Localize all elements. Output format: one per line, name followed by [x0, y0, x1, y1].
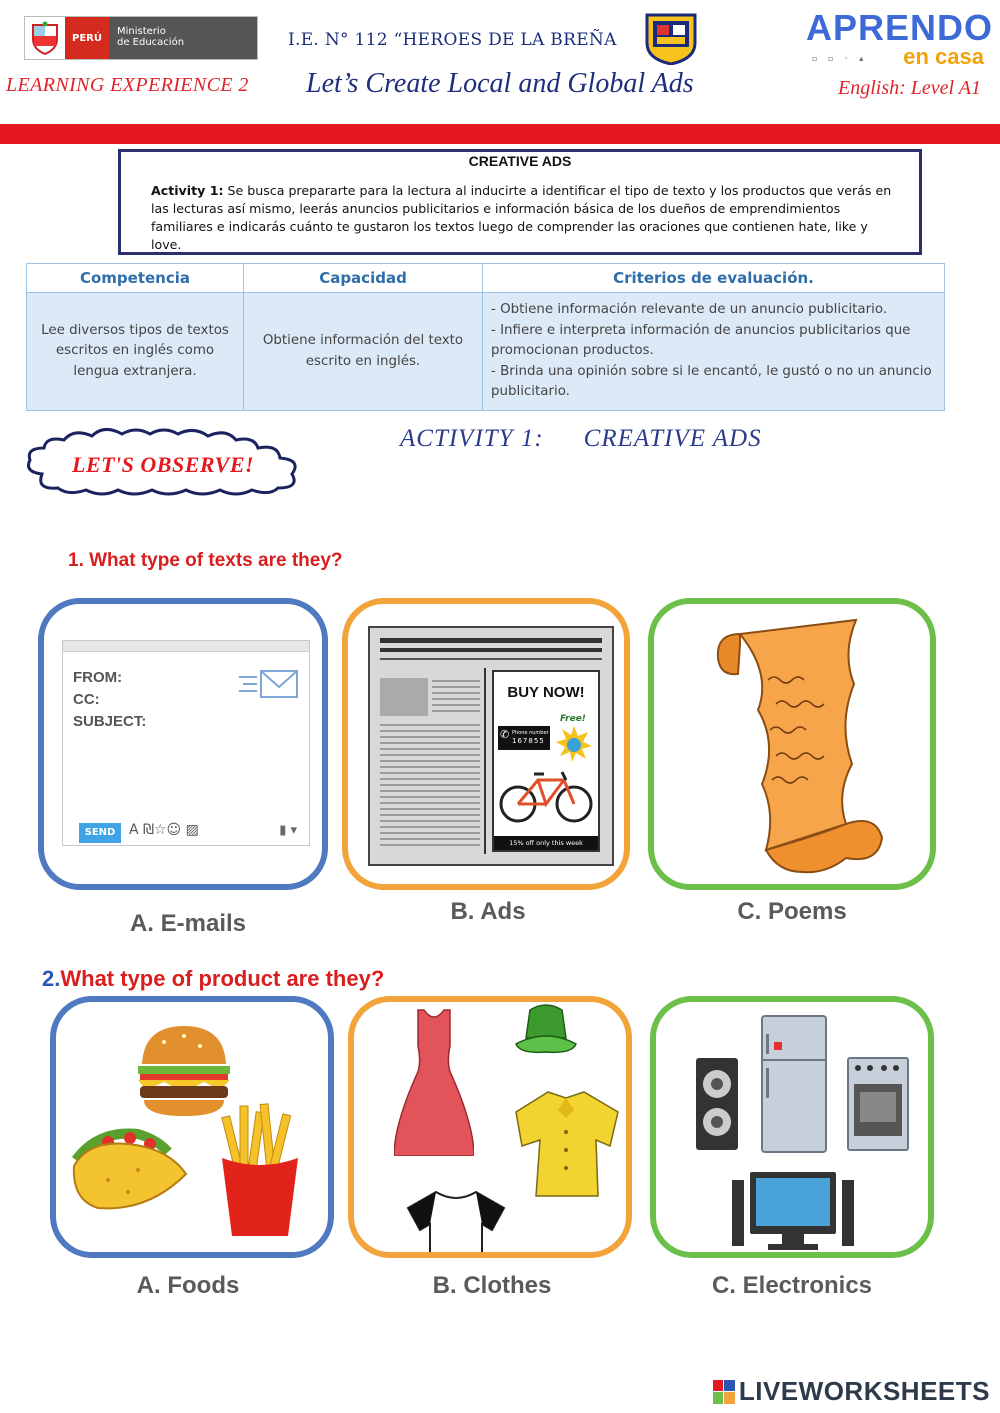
trash-icon: ▮ ▾ — [279, 823, 297, 838]
ad-headline: BUY NOW! — [507, 684, 585, 701]
cell-criterios — [483, 293, 945, 411]
activity-heading-title: CREATIVE ADS — [583, 425, 762, 452]
tshirt-icon — [406, 1188, 506, 1256]
brand-bottom: en casa — [903, 44, 984, 69]
taco-icon — [68, 1120, 198, 1220]
ad-panel — [492, 670, 600, 852]
activity-heading-label: ACTIVITY 1: — [400, 425, 544, 452]
header-competencia: Competencia — [27, 264, 244, 293]
ministry-line-1: Ministerio — [117, 26, 166, 37]
activity-box-text — [151, 182, 896, 254]
school-name: I.E. N° 112 “HEROES DE LA BREÑA — [288, 30, 617, 50]
refrigerator-icon — [760, 1014, 828, 1154]
email-titlebar — [63, 641, 309, 652]
phone-icon: ✆ — [500, 728, 510, 741]
television-icon — [728, 1170, 858, 1256]
table-row — [27, 293, 945, 411]
email-from-label: FROM: — [73, 669, 123, 686]
email-subject-label: SUBJECT: — [73, 713, 147, 730]
option-card-poems[interactable] — [648, 598, 936, 890]
newspaper-icon — [368, 626, 614, 866]
speaker-icon — [694, 1056, 740, 1152]
activity-description-box — [118, 149, 922, 255]
option-c-electronics: C. Electronics — [711, 1272, 873, 1299]
liveworksheets-logo — [713, 1376, 990, 1407]
peru-shield-icon — [25, 17, 65, 59]
option-card-clothes[interactable] — [348, 996, 632, 1258]
ministry-line-2: de Educación — [117, 37, 185, 48]
country-label: PERÚ — [65, 17, 109, 59]
email-cc-label: CC: — [73, 691, 100, 708]
ministry-label — [109, 17, 257, 59]
criterio-item: - Brinda una opinión sobre si le encantó, le gustó o no un anuncio publicitario. — [491, 363, 932, 400]
french-fries-icon — [218, 1102, 302, 1238]
liveworksheets-icon — [713, 1380, 735, 1404]
header-capacidad: Capacidad — [244, 264, 483, 293]
question-2-number: 2. — [42, 966, 61, 991]
shirt-icon — [514, 1088, 624, 1200]
learning-experience-label: LEARNING EXPERIENCE 2 — [6, 74, 249, 96]
brand-dots-icon: ▫ ▫ ◦ ▴ — [812, 54, 868, 63]
offer-banner: 15% off only this week — [494, 836, 598, 850]
lets-observe-label: LET'S OBSERVE! — [72, 452, 255, 477]
criterio-item: - Infiere e interpreta información de anuncios publicitarios que promocionan productos. — [491, 322, 911, 359]
english-level-label: English: Level A1 — [838, 77, 981, 99]
email-fields — [73, 667, 146, 733]
option-a-foods: A. Foods — [136, 1272, 240, 1299]
criterio-item: - Obtiene información relevante de un anuncio publicitario. — [491, 302, 888, 318]
bucket-hat-icon — [514, 1004, 578, 1056]
cell-capacidad: Obtiene información del texto escrito en inglés. — [244, 293, 483, 411]
question-1: 1. What type of texts are they? — [68, 550, 343, 571]
phone-label: Phone number — [512, 730, 549, 736]
cell-competencia: Lee diversos tipos de textos escritos en inglés como lengua extranjera. — [27, 293, 244, 411]
table-header-row — [27, 264, 945, 293]
option-a-emails: A. E-mails — [129, 910, 247, 937]
question-2-text: What type of product are they? — [60, 966, 385, 991]
brand-top: APRENDO — [806, 7, 994, 48]
phone-box — [498, 726, 550, 750]
dress-icon — [394, 1006, 474, 1156]
bicycle-icon — [498, 764, 594, 824]
evaluation-table — [26, 263, 945, 411]
option-card-electronics[interactable] — [650, 996, 934, 1258]
stove-icon — [846, 1056, 910, 1152]
option-b-ads: B. Ads — [450, 898, 526, 925]
watermark-text: LIVEWORKSHEETS — [738, 1376, 990, 1406]
header-criterios: Criterios de evaluación. — [483, 264, 945, 293]
send-button: SEND — [79, 823, 121, 843]
lesson-title: Let’s Create Local and Global Ads — [306, 68, 694, 99]
scroll-icon — [706, 614, 896, 880]
question-2 — [42, 966, 384, 992]
activity-box-title: CREATIVE ADS — [468, 153, 572, 169]
option-b-clothes: B. Clothes — [432, 1272, 552, 1299]
school-crest-icon — [643, 13, 699, 65]
free-badge: Free! — [560, 714, 586, 724]
option-card-foods[interactable] — [50, 996, 334, 1258]
ministry-logo — [24, 16, 258, 60]
option-card-emails[interactable] — [38, 598, 328, 890]
activity-box-body: Se busca prepararte para la lectura al inducirte a identificar el tipo de texto y los productos que verás en las lecturas así mismo, leerás anuncios publicitarios e información básica de los dueños de emprendimientos familiares e indicarás cuánto te gustaron los textos luego de comprender las oraciones que contienen hate, like y love. — [151, 183, 892, 252]
option-card-ads[interactable] — [342, 598, 630, 890]
header-divider — [0, 124, 1000, 144]
email-window — [62, 640, 310, 846]
aprendo-en-casa-logo — [806, 7, 994, 69]
format-toolbar-icon: A ₪☆☺ ▨ — [129, 822, 199, 838]
phone-number: 167855 — [512, 737, 545, 745]
activity-heading — [400, 425, 762, 453]
option-c-poems: C. Poems — [737, 898, 847, 925]
sunburst-helmet-icon — [556, 726, 592, 762]
activity-box-label: Activity 1: — [151, 183, 224, 198]
envelope-icon — [237, 669, 299, 701]
